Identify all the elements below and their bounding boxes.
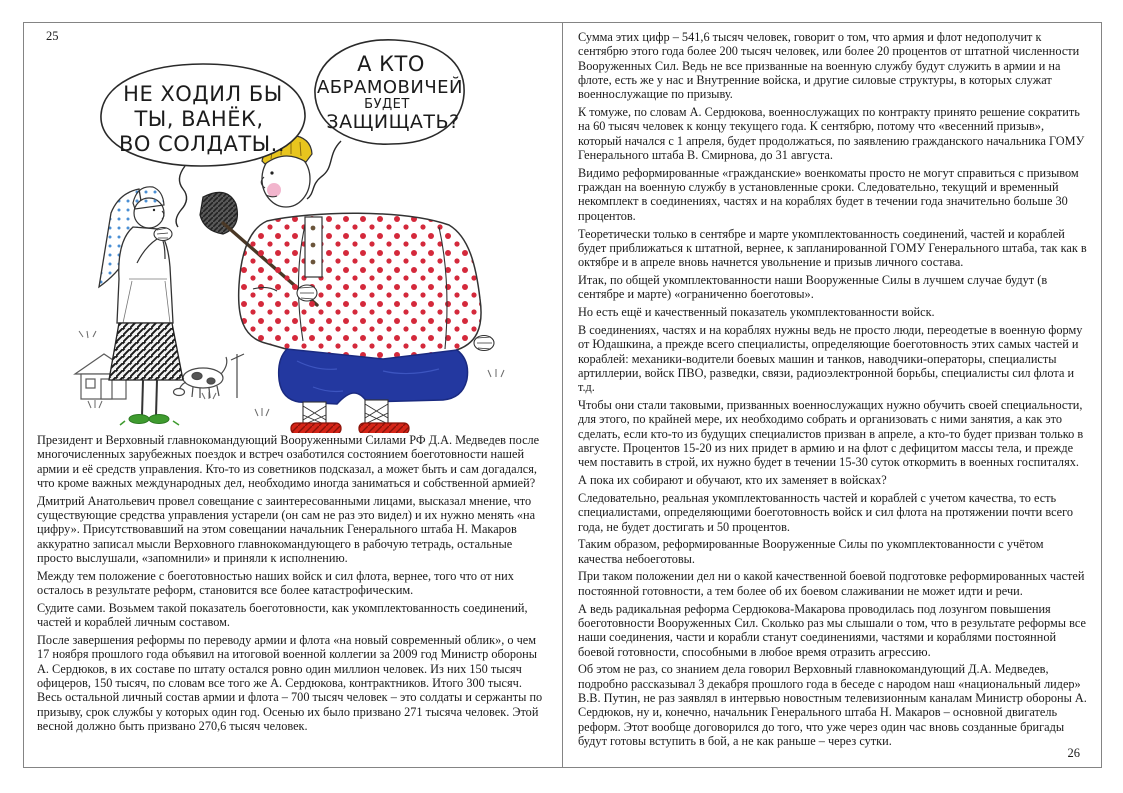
paragraph: Сумма этих цифр – 541,6 тысяч человек, говорит о том, что армия и флот недополучит к сентябрю этого года более 200 тысяч человек, или более 20 процентов от штатной численности Вооруженных Сил. Ведь не все призванные на военную службу будут служить в армии и на флоте, есть же у нас и Внутренние войска, и другие силовые структуры, в которых служат военнослужащие по призыву.	[578, 30, 1080, 102]
paragraph: Президент и Верховный главнокомандующий Вооруженными Силами РФ Д.А. Медведев после многочисленных зарубежных поездок и встреч озаботился состоянием боеготовности нашей армии и её средств управления. Кто-то из советников подсказал, а может быть и сам догадался, что кроме важных международных дел, необходимо иногда заниматься и собственной армией?	[37, 433, 540, 490]
paragraph: При таком положении дел ни о какой качественной боевой подготовке реформированных частей постоянной готовности, а тем более об их боевом слаживании не может идти и речи.	[578, 569, 1085, 598]
paragraph: Судите сами. Возьмем такой показатель боеготовности, как укомплектованность соединений, частей и кораблей личным составом.	[37, 600, 528, 630]
vanyok-shoe	[291, 423, 341, 433]
bubble-left-line1: НЕ ХОДИЛ БЫ	[123, 82, 283, 106]
vanyok-shoe	[359, 423, 409, 433]
babushka-skirt	[109, 323, 183, 380]
paragraph: Дмитрий Анатольевич провел совещание с заинтересованными лицами, высказал мнение, что существующие средства управления устарели (он сам не раз это видел) и их нужно менять «на цифру». Присутствовавший на этом совещании начальник Генерального штаба Н. Макаров аккуратно записал мысли Верховного главнокомандующего в рабочую тетрадь, остальные просто выслушали, «запомнили» и приняли к исполнению.	[37, 493, 536, 565]
babushka-leg	[156, 380, 157, 416]
paragraph: Следовательно, реальная укомплектованность частей и кораблей с учетом качества, то есть специалистами, определяющими боеготовность войск и сил флота на протяжении почти всего года, не будет достигать и 50 процентов.	[578, 490, 1074, 534]
page-25	[24, 23, 563, 767]
babushka-shoe	[149, 415, 169, 424]
bubble-right-line3: БУДЕТ	[364, 97, 410, 112]
paragraph: Итак, по общей укомплектованности наши Вооруженные Силы в лучшем случае будут (в сентябре и марте) «ограниченно боеготовы».	[578, 273, 1048, 302]
paragraph: Чтобы они стали таковыми, призванных военнослужащих нужно обучить своей специальности, для этого, по крайней мере, их необходимо собрать и организовать с ними занятия, а как это сделать, если кто-то из будущих специалистов призван в апреле, а кто-то будет призван только в августе. Процентов 15-20 из них придет в армию и на флот с дефицитом массы тела, и прежде чем поставить в строй, их нужно будет в течении 15-30 суток откормить в военных госпиталях.	[578, 398, 1084, 470]
right-page-text	[578, 30, 1090, 758]
bubble-right-line4: ЗАЩИЩАТЬ?	[326, 111, 460, 133]
vanyok-shorts	[279, 349, 468, 404]
paragraph: А ведь радикальная реформа Сердюкова-Макарова проводилась под лозунгом повышения боеготовности Вооруженных Сил. Сколько раз мы слышали о том, что в результате реформы все наши соединения, части и корабли станут соединениями, частями и кораблями постоянной боевой готовности, способными в любое время отразить агрессию.	[578, 601, 1086, 659]
paragraph: Видимо реформированные «гражданские» военкоматы просто не могут справиться с призывом граждан на военную службу в установленные сроки. Следовательно, текущий и временный некомплект в соединениях, частях и на кораблях будет в течении года значительно больше 30 процентов.	[578, 165, 1079, 223]
page-26	[563, 23, 1101, 767]
cow	[174, 354, 245, 398]
babushka-leg	[142, 380, 143, 416]
cartoon-illustration	[52, 27, 524, 433]
vanyok-shirt	[239, 213, 481, 364]
bubble-tail	[176, 166, 186, 227]
paragraph: Но есть ещё и качественный показатель укомплектованности войск.	[578, 305, 935, 320]
vanyok-cheek	[267, 183, 281, 197]
paragraph: В соединениях, частях и на кораблях нужны ведь не просто люди, переодетые в военную форму от Юдашкина, а прежде всего специалисты, определяющие боеготовность этих самых частей и кораблей: механики-водители боевых машин и танков, наводчики-операторы, специалисты артиллерии, войск ПВО, разведки, связи, радиоэлектронной борьбы, специалисты сил флота и т.д.	[578, 322, 1083, 395]
paragraph: Теоретически только в сентябре и марте укомплектованность соединений, частей и кораблей будет приближаться к штатной, вернее, к запланированной ГОМУ Генерального штаба, так как в октябре и в апреле вновь начнется увольнение и призыв личного состава.	[578, 226, 1087, 270]
paragraph: После завершения реформы по переводу армии и флота «на новый современный облик», о чем 17 ноября прошлого года объявил на итоговой военной коллегии за 2009 год Министр обороны А. Сердюков, в их составе по штату остался ровно один миллион человек. Из них 150 тысяч офицеров, 150 тысяч, по словам все того же А. Сердюкова, контрактников. Итого 300 тысяч. Весь остальной личный состав армии и флота – 700 тысяч человек – это солдаты и сержанты по призыву, срок службы у которых один год. Осенью их было призвано 271 тысяча человек. Этой весной должно быть призвано 270,6 тысяч человек.	[37, 633, 543, 733]
sack-bundle	[200, 192, 237, 234]
bubble-right-line1: А КТО	[357, 52, 425, 76]
shirt-button	[311, 260, 316, 265]
bubble-left-line3: ВО СОЛДАТЫ..	[118, 132, 286, 156]
vanyok-socks	[303, 400, 388, 425]
page-number-right: 26	[1067, 746, 1080, 760]
shirt-button	[311, 226, 316, 231]
vanyok-figure	[200, 135, 494, 433]
paragraph: Об этом не раз, со знанием дела говорил Верховный главнокомандующий Д.А. Медведев, подробно рассказывал 3 декабря прошлого года в беседе с народом наш «национальный лидер» В.В. Путин, не раз заявлял в интервью новостным телевизионным каналам Министр обороны А. Сердюков, ну и, конечно, начальник Генерального штаба Н. Макаров – основной двигатель реформ. Этот вообще договорился до того, что уже через один час вновь созданные бригады будут готовы вступить в бой, а не как раньше – через сутки.	[578, 662, 1087, 748]
bubble-tail	[307, 141, 341, 199]
spread-border	[23, 22, 1102, 768]
vanyok-hand-right	[474, 336, 494, 351]
babushka-body	[117, 227, 173, 323]
speech-bubble-right	[307, 40, 464, 199]
bubble-right-line2: АБРАМОВИЧЕЙ	[316, 77, 464, 98]
shirt-button	[311, 243, 316, 248]
paragraph: Таким образом, реформированные Вооруженные Силы по укомплектованности с учётом качества небоеготовы.	[578, 537, 1044, 566]
paragraph: Между тем положение с боеготовностью наших войск и сил флота, вернее, того что от них осталось в результате реформ, становится все более катастрофическим.	[37, 568, 514, 598]
babushka-eye	[153, 209, 155, 211]
babushka-hands	[154, 228, 172, 241]
paragraph: К томуже, по словам А. Сердюкова, военнослужащих по контракту принято решение сократить на 60 тысяч человек к концу текущего года. К сентябрю, потому что «весенний призыв», который начался с 1 апреля, будет продолжаться, по заявлению гражданского начальника ГОМУ Генерального штаба В. Смирнова, до 31 августа.	[578, 105, 1085, 162]
babushka-shoe	[129, 415, 149, 424]
page-number-left: 25	[46, 29, 59, 43]
grass-under-feet	[120, 421, 179, 425]
left-page-text	[37, 433, 548, 765]
bubble-left-line2: ТЫ, ВАНЁК,	[134, 107, 264, 131]
paragraph: А пока их собирают и обучают, кто их заменяет в войсках?	[578, 473, 887, 488]
vanyok-eye	[270, 171, 273, 174]
